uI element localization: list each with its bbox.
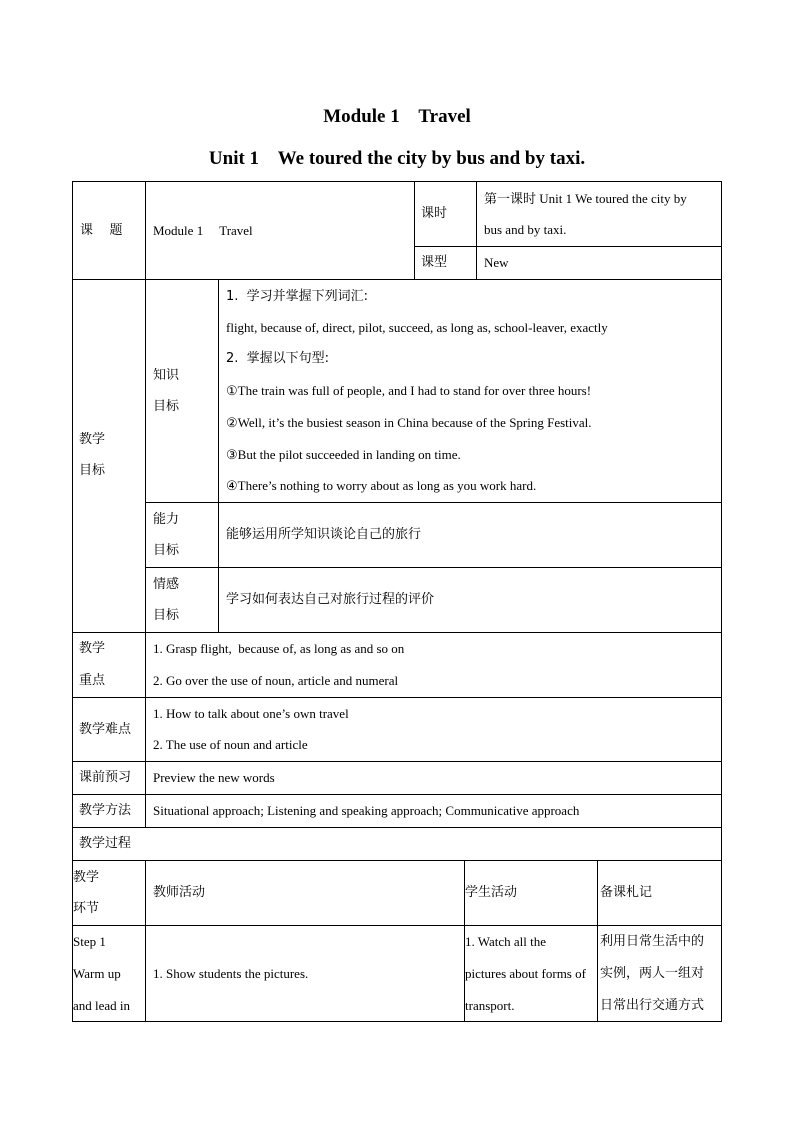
- knowledge-line: 1. 学习并掌握下列词汇:: [226, 289, 369, 304]
- period-label: 课时: [421, 206, 448, 221]
- student-header: 学生活动: [465, 885, 518, 900]
- teacher-activity: 1. Show students the pictures.: [153, 966, 309, 981]
- emotion-label-1: 情感: [153, 577, 180, 592]
- type-label: 课型: [421, 255, 448, 270]
- knowledge-line: ②Well, it’s the busiest season in China because of the Spring Festival.: [226, 415, 592, 430]
- module-title: Module 1 Travel: [323, 106, 471, 127]
- knowledge-line: ①The train was full of people, and I had to stand for over three hours!: [226, 383, 592, 398]
- knowledge-label-2: 目标: [153, 399, 180, 414]
- teacher-header: 教师活动: [153, 885, 206, 900]
- key-point-line: 1. Grasp flight, because of, as long as and so on: [153, 641, 405, 656]
- unit-title: Unit 1 We toured the city by bus and by taxi.: [208, 148, 586, 169]
- objectives-label-2: 目标: [79, 463, 106, 478]
- period-value-line1: 第一课时 Unit 1 We toured the city by: [484, 191, 687, 206]
- objectives-label-1: 教学: [79, 432, 106, 447]
- notes-text: 实例，两人一组对: [600, 966, 705, 981]
- stage-text: Step 1: [73, 934, 106, 949]
- knowledge-line: ④There’s nothing to worry about as long as you work hard.: [226, 478, 537, 493]
- topic-label: 课 题: [80, 223, 123, 238]
- knowledge-label-1: 知识: [153, 368, 180, 383]
- period-value-line2: bus and by taxi.: [484, 222, 567, 237]
- emotion-label-2: 目标: [153, 608, 180, 623]
- process-label: 教学过程: [79, 836, 132, 851]
- stage-text: and lead in: [73, 998, 131, 1013]
- ability-label-2: 目标: [153, 543, 180, 558]
- preview-label: 课前预习: [79, 770, 132, 785]
- stage-header-2: 环节: [73, 901, 100, 916]
- stage-text: Warm up: [73, 966, 121, 981]
- key-points-label-1: 教学: [79, 641, 106, 656]
- student-activity: pictures about forms of: [465, 966, 586, 981]
- knowledge-line: flight, because of, direct, pilot, succeed, as long as, school-leaver, exactly: [226, 320, 608, 335]
- knowledge-line: 2. 掌握以下句型:: [226, 351, 330, 366]
- topic-value: Module 1 Travel: [153, 223, 253, 238]
- notes-header: 备课札记: [600, 885, 653, 900]
- difficulty-line: 2. The use of noun and article: [153, 737, 308, 752]
- knowledge-line: ③But the pilot succeeded in landing on time.: [226, 447, 461, 462]
- key-point-line: 2. Go over the use of noun, article and numeral: [153, 673, 399, 688]
- difficulty-line: 1. How to talk about one’s own travel: [153, 706, 349, 721]
- ability-label-1: 能力: [153, 512, 180, 527]
- stage-header-1: 教学: [73, 870, 100, 885]
- ability-text: 能够运用所学知识谈论自己的旅行: [226, 527, 422, 542]
- methods-text: Situational approach; Listening and speaking approach; Communicative approach: [153, 803, 580, 818]
- preview-text: Preview the new words: [153, 770, 275, 785]
- student-activity: 1. Watch all the: [465, 934, 547, 949]
- key-points-label-2: 重点: [79, 673, 106, 688]
- notes-text: 日常出行交通方式: [600, 998, 705, 1013]
- methods-label: 教学方法: [79, 803, 132, 818]
- emotion-text: 学习如何表达自己对旅行过程的评价: [226, 592, 435, 607]
- student-activity: transport.: [465, 998, 515, 1013]
- difficulties-label: 教学难点: [79, 722, 132, 737]
- notes-text: 利用日常生活中的: [600, 934, 705, 949]
- type-value: New: [484, 255, 509, 270]
